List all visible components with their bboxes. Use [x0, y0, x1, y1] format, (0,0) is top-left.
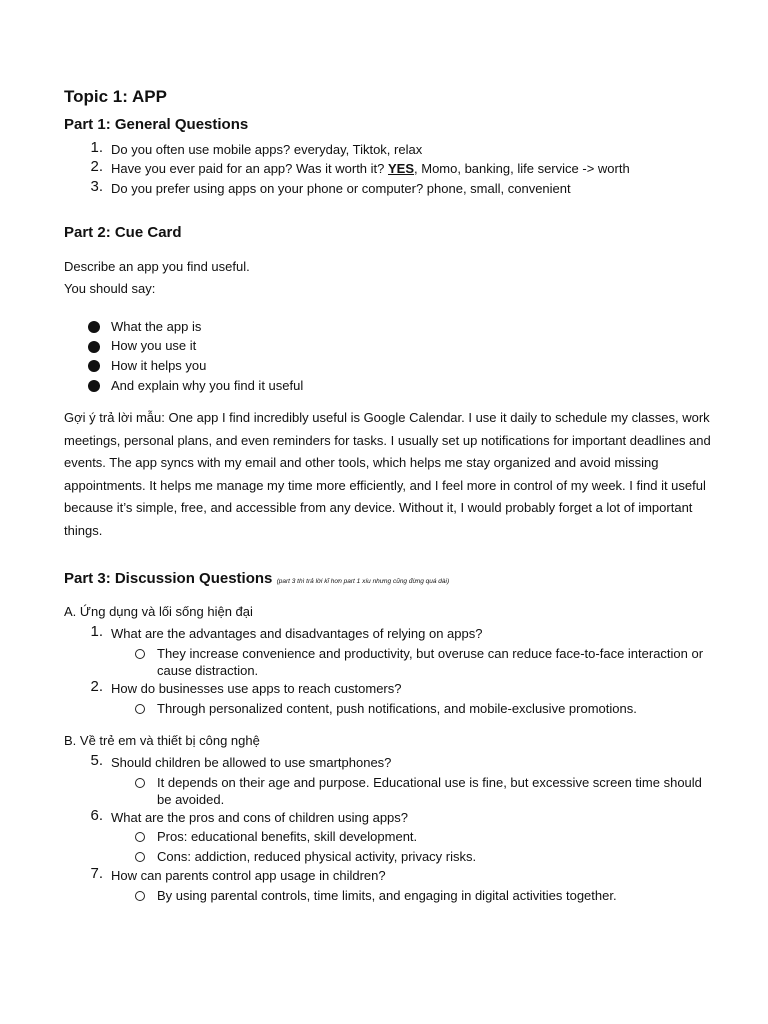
- topic-title: Topic 1: APP: [64, 87, 167, 106]
- section-b-title: B. Về trẻ em và thiết bị công nghệ: [64, 733, 260, 748]
- answer: It depends on their age and purpose. Educational use is fine, but excessive screen time should be avoided.: [157, 775, 702, 807]
- circle-bullet-icon: [135, 778, 145, 788]
- part1-item-text-after: , Momo, banking, life service -> worth: [414, 161, 630, 176]
- part1-item: Do you prefer using apps on your phone or computer? phone, small, convenient: [111, 181, 571, 196]
- part2-heading: Part 2: Cue Card: [64, 224, 182, 241]
- part1-item-number: 1.: [90, 139, 103, 156]
- discussion-question: What are the advantages and disadvantages of relying on apps?: [111, 626, 483, 641]
- part1-item-text-before: Have you ever paid for an app? Was it worth it?: [111, 161, 388, 176]
- bullet-icon: [88, 321, 100, 333]
- part1-item: [111, 161, 630, 176]
- part1-item-number: 3.: [90, 178, 103, 195]
- cue-card-bullet: How it helps you: [111, 358, 207, 373]
- part3-heading: [64, 570, 449, 587]
- discussion-question: How do businesses use apps to reach customers?: [111, 681, 402, 696]
- question-number: 6.: [90, 807, 103, 824]
- part1-heading: Part 1: General Questions: [64, 116, 249, 133]
- part3-note: (part 3 thì trả lời kĩ hơn part 1 xíu nhưng cũng đừng quá dài): [276, 578, 450, 585]
- circle-bullet-icon: [135, 852, 145, 862]
- question-number: 5.: [90, 752, 103, 769]
- cue-card-bullet: How you use it: [111, 338, 197, 353]
- discussion-question: How can parents control app usage in children?: [111, 868, 386, 883]
- part1-item-number: 2.: [90, 158, 103, 175]
- cue-card-bullet: What the app is: [111, 319, 202, 334]
- cue-card-should-say: You should say:: [64, 281, 156, 296]
- answer: Cons: addiction, reduced physical activity, privacy risks.: [157, 849, 477, 864]
- sample-answer: Gợi ý trả lời mẫu: One app I find incredibly useful is Google Calendar. I use it daily to schedule my classes, work meetings, personal plans, and even reminders for tasks. I usually set up notifications for important deadlines and events. The app syncs with my email and other tools, which helps me stay organized and avoid missing appointments. It helps me manage my time more efficiently, and I feel more in control of my week. I find it useful because it’s simple, free, and accessible from any device. Without it, I would probably forget a lot of important things.: [64, 410, 711, 538]
- question-number: 1.: [90, 623, 103, 640]
- cue-card-bullet: And explain why you find it useful: [111, 378, 304, 393]
- circle-bullet-icon: [135, 891, 145, 901]
- answer: They increase convenience and productivity, but overuse can reduce face-to-face interaction or cause distraction.: [157, 646, 704, 678]
- answer: By using parental controls, time limits, and engaging in digital activities together.: [157, 888, 617, 903]
- question-number: 7.: [90, 865, 103, 882]
- yes-emphasis: YES: [388, 161, 415, 176]
- section-a-title: A. Ứng dụng và lối sống hiện đại: [64, 604, 253, 619]
- answer: Pros: educational benefits, skill development.: [157, 829, 418, 844]
- bullet-icon: [88, 360, 100, 372]
- circle-bullet-icon: [135, 832, 145, 842]
- bullet-icon: [88, 341, 100, 353]
- question-number: 2.: [90, 678, 103, 695]
- circle-bullet-icon: [135, 704, 145, 714]
- answer: Through personalized content, push notifications, and mobile-exclusive promotions.: [157, 701, 637, 716]
- part1-item: Do you often use mobile apps? everyday, Tiktok, relax: [111, 142, 423, 157]
- discussion-question: Should children be allowed to use smartphones?: [111, 755, 392, 770]
- part3-heading-text: Part 3: Discussion Questions: [64, 570, 273, 587]
- bullet-icon: [88, 380, 100, 392]
- cue-card-describe: Describe an app you find useful.: [64, 259, 250, 274]
- discussion-question: What are the pros and cons of children using apps?: [111, 810, 409, 825]
- circle-bullet-icon: [135, 649, 145, 659]
